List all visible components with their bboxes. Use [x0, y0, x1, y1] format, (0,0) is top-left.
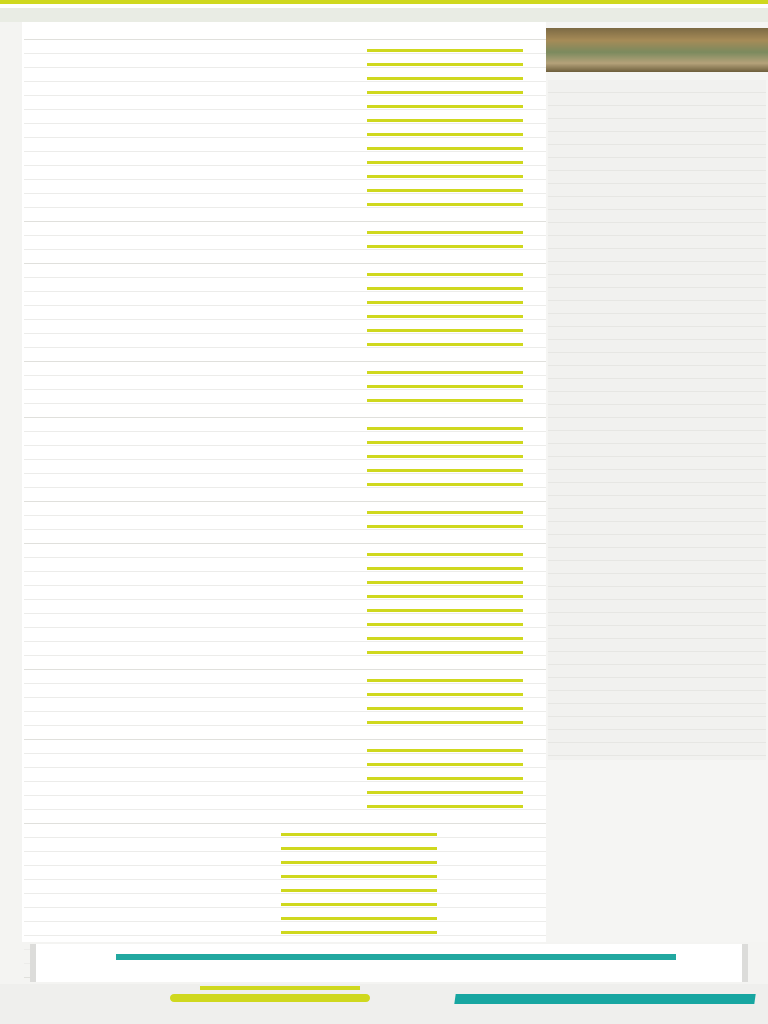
section-heading	[24, 726, 546, 740]
item-highlight-bar	[367, 525, 523, 528]
page-header	[0, 8, 768, 22]
item-highlight-bar	[367, 105, 523, 108]
item-highlight-bar	[367, 63, 523, 66]
list-item[interactable]	[24, 390, 546, 404]
promo-teal-bar	[116, 954, 676, 960]
item-highlight-bar	[367, 147, 523, 150]
list-item[interactable]	[24, 838, 546, 852]
list-item[interactable]	[24, 572, 546, 586]
item-highlight-bar	[367, 301, 523, 304]
item-highlight-bar	[281, 861, 437, 864]
section-heading	[24, 26, 546, 40]
top-accent	[0, 0, 768, 4]
item-highlight-bar	[367, 287, 523, 290]
item-highlight-bar	[367, 231, 523, 234]
footer-lime-bar	[170, 994, 370, 1002]
list-item[interactable]	[24, 40, 546, 54]
list-item[interactable]	[24, 124, 546, 138]
footer-accent	[200, 986, 360, 990]
section-heading	[24, 404, 546, 418]
list-item[interactable]	[24, 68, 546, 82]
item-highlight-bar	[367, 49, 523, 52]
list-item[interactable]	[24, 292, 546, 306]
item-highlight-bar	[367, 721, 523, 724]
list-item[interactable]	[24, 222, 546, 236]
item-highlight-bar	[367, 637, 523, 640]
list-item[interactable]	[24, 278, 546, 292]
list-item[interactable]	[24, 502, 546, 516]
item-highlight-bar	[367, 161, 523, 164]
item-highlight-bar	[367, 203, 523, 206]
list-item[interactable]	[24, 866, 546, 880]
item-highlight-bar	[367, 791, 523, 794]
item-highlight-bar	[367, 455, 523, 458]
list-item[interactable]	[24, 894, 546, 908]
item-highlight-bar	[367, 273, 523, 276]
section-heading	[24, 530, 546, 544]
list-item[interactable]	[24, 544, 546, 558]
item-highlight-bar	[367, 245, 523, 248]
list-item[interactable]	[24, 880, 546, 894]
item-highlight-bar	[281, 889, 437, 892]
list-item[interactable]	[24, 264, 546, 278]
item-highlight-bar	[281, 917, 437, 920]
item-highlight-bar	[367, 511, 523, 514]
list-item[interactable]	[24, 922, 546, 936]
list-item[interactable]	[24, 432, 546, 446]
list-item[interactable]	[24, 600, 546, 614]
section-heading	[24, 348, 546, 362]
top-bar	[0, 0, 768, 8]
list-item[interactable]	[24, 152, 546, 166]
footer-teal-banner[interactable]	[454, 994, 755, 1004]
item-highlight-bar	[367, 567, 523, 570]
list-item[interactable]	[24, 418, 546, 432]
item-highlight-bar	[367, 805, 523, 808]
list-item[interactable]	[24, 586, 546, 600]
list-item[interactable]	[24, 698, 546, 712]
item-highlight-bar	[367, 693, 523, 696]
list-item[interactable]	[24, 558, 546, 572]
list-item[interactable]	[24, 166, 546, 180]
list-item[interactable]	[24, 768, 546, 782]
item-highlight-bar	[367, 581, 523, 584]
list-item[interactable]	[24, 180, 546, 194]
item-highlight-bar	[281, 875, 437, 878]
section-heading	[24, 250, 546, 264]
list-item[interactable]	[24, 642, 546, 656]
list-item[interactable]	[24, 96, 546, 110]
item-highlight-bar	[367, 609, 523, 612]
section-heading	[24, 208, 546, 222]
item-highlight-bar	[367, 777, 523, 780]
item-highlight-bar	[367, 91, 523, 94]
item-highlight-bar	[367, 399, 523, 402]
list-item[interactable]	[24, 110, 546, 124]
list-item[interactable]	[24, 82, 546, 96]
list-item[interactable]	[24, 194, 546, 208]
section-heading	[24, 656, 546, 670]
list-item[interactable]	[24, 614, 546, 628]
list-item[interactable]	[24, 306, 546, 320]
item-highlight-bar	[367, 315, 523, 318]
right-sidebar-lines	[548, 80, 766, 760]
item-highlight-bar	[281, 833, 437, 836]
item-highlight-bar	[367, 329, 523, 332]
list-item[interactable]	[24, 782, 546, 796]
list-item[interactable]	[24, 138, 546, 152]
item-highlight-bar	[367, 679, 523, 682]
item-highlight-bar	[367, 133, 523, 136]
item-highlight-bar	[367, 763, 523, 766]
item-highlight-bar	[281, 847, 437, 850]
item-highlight-bar	[281, 931, 437, 934]
item-highlight-bar	[367, 343, 523, 346]
item-highlight-bar	[367, 175, 523, 178]
item-highlight-bar	[367, 441, 523, 444]
list-item[interactable]	[24, 852, 546, 866]
list-item[interactable]	[24, 824, 546, 838]
list-item[interactable]	[24, 712, 546, 726]
item-list	[24, 26, 546, 1006]
list-item[interactable]	[24, 684, 546, 698]
list-item[interactable]	[24, 740, 546, 754]
item-highlight-bar	[367, 119, 523, 122]
list-item[interactable]	[24, 236, 546, 250]
item-highlight-bar	[367, 385, 523, 388]
item-highlight-bar	[367, 469, 523, 472]
list-item[interactable]	[24, 460, 546, 474]
footer	[0, 984, 768, 1024]
item-highlight-bar	[367, 623, 523, 626]
item-highlight-bar	[367, 553, 523, 556]
list-item[interactable]	[24, 320, 546, 334]
item-highlight-bar	[367, 749, 523, 752]
item-highlight-bar	[367, 483, 523, 486]
list-item[interactable]	[24, 474, 546, 488]
item-highlight-bar	[281, 903, 437, 906]
item-highlight-bar	[367, 189, 523, 192]
list-item[interactable]	[24, 796, 546, 810]
promo-banner	[30, 944, 748, 982]
thumbnail-image[interactable]	[546, 28, 768, 72]
list-item[interactable]	[24, 446, 546, 460]
list-item[interactable]	[24, 54, 546, 68]
item-highlight-bar	[367, 707, 523, 710]
list-item[interactable]	[24, 516, 546, 530]
list-item[interactable]	[24, 628, 546, 642]
section-heading	[24, 810, 546, 824]
section-heading	[24, 488, 546, 502]
list-item[interactable]	[24, 362, 546, 376]
item-highlight-bar	[367, 371, 523, 374]
item-highlight-bar	[367, 595, 523, 598]
list-item[interactable]	[24, 376, 546, 390]
list-item[interactable]	[24, 334, 546, 348]
list-item[interactable]	[24, 670, 546, 684]
list-item[interactable]	[24, 908, 546, 922]
item-highlight-bar	[367, 427, 523, 430]
list-item[interactable]	[24, 754, 546, 768]
item-highlight-bar	[367, 77, 523, 80]
item-highlight-bar	[367, 651, 523, 654]
